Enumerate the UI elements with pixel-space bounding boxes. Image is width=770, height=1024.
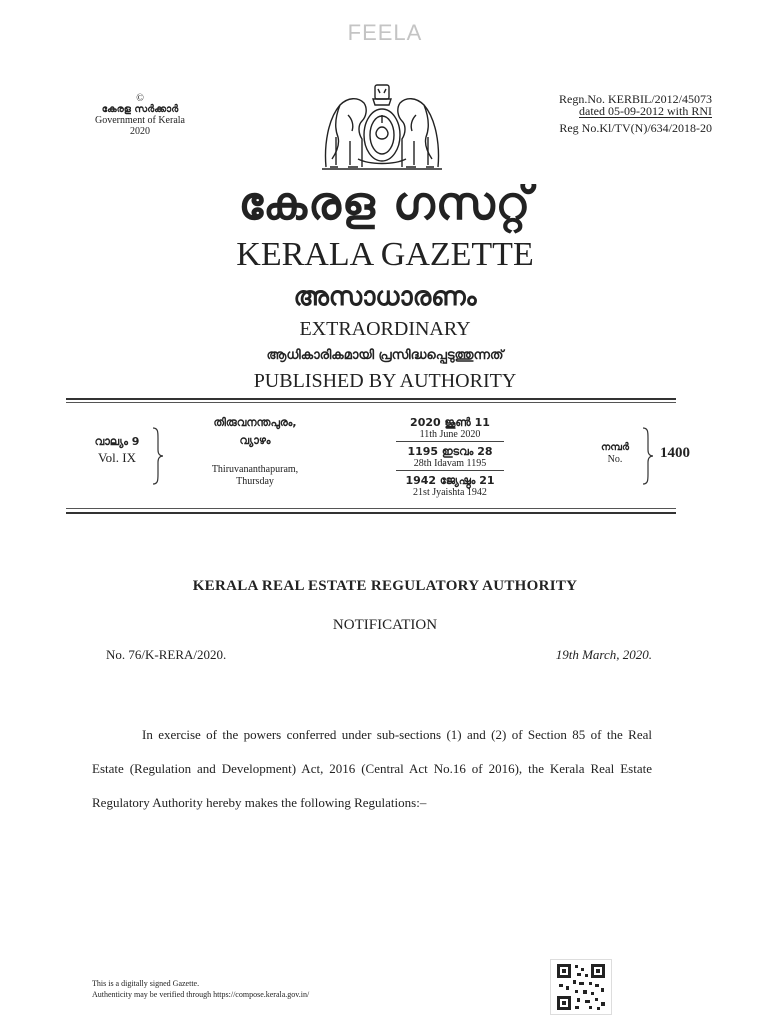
copyright-symbol: © xyxy=(136,93,144,104)
date-mal-gregorian: 2020 ജൂൺ 11 xyxy=(410,416,490,429)
dates-block xyxy=(396,416,504,502)
copyright-english: Government of Kerala xyxy=(95,115,185,126)
volume-english: Vol. IX xyxy=(97,450,137,465)
notification-heading: NOTIFICATION xyxy=(332,617,438,633)
published-by-authority: PUBLISHED BY AUTHORITY xyxy=(253,370,517,392)
right-brace-icon xyxy=(640,426,654,486)
regn-line-1: Regn.No. KERBIL/2012/45073 xyxy=(559,92,712,106)
day-english: Thursday xyxy=(236,476,274,487)
day-malayalam: വ്യാഴം xyxy=(239,434,271,447)
issue-number: 1400 xyxy=(660,445,690,461)
notification-date: 19th March, 2020. xyxy=(555,647,652,662)
notification-body xyxy=(92,718,652,820)
notification-number: No. 76/K-RERA/2020. xyxy=(106,647,227,662)
watermark: FEELA xyxy=(347,20,423,45)
copyright-malayalam: കേരള സർക്കാർ xyxy=(101,104,179,115)
place-english: Thiruvananthapuram, xyxy=(211,464,299,475)
footer-line-1: This is a digitally signed Gazette. xyxy=(92,979,200,988)
volume-block xyxy=(72,434,162,466)
top-rule xyxy=(66,398,676,400)
body-paragraph: In exercise of the powers conferred under sub-sections (1) and (2) of Section 85 of the Real Estate (Regulation and Development) Act, 2016 (Central Act No.16 of 2016), the Kerala Real Estate Regulatory Authority hereby makes the following Regulations:– xyxy=(92,727,652,810)
extraordinary-label: EXTRAORDINARY xyxy=(299,318,471,340)
registration-block xyxy=(480,93,712,134)
footer-note xyxy=(92,978,309,1000)
date-en-gregorian: 11th June 2020 xyxy=(396,429,504,442)
bottom-rule-thin xyxy=(66,508,676,509)
place-day-block xyxy=(190,414,320,488)
date-mal-saka: 1942 ജ്യേഷ്ഠം 21 xyxy=(405,474,495,487)
bottom-rule xyxy=(66,512,676,514)
number-label xyxy=(592,442,638,466)
left-brace-icon xyxy=(150,426,164,486)
issuing-authority: KERALA REAL ESTATE REGULATORY AUTHORITY xyxy=(192,578,578,594)
gazette-title: KERALA GAZETTE xyxy=(236,236,534,273)
place-malayalam: തിരുവനന്തപുരം, xyxy=(213,416,297,429)
top-rule-thin xyxy=(66,402,676,403)
number-english: No. xyxy=(607,454,623,465)
copyright-year: 2020 xyxy=(130,126,150,137)
number-malayalam: നമ്പർ xyxy=(601,442,629,453)
qr-code-icon[interactable] xyxy=(550,959,612,1015)
date-en-kollam: 28th Idavam 1195 xyxy=(396,458,504,471)
date-en-saka: 21st Jyaishta 1942 xyxy=(413,487,487,498)
regn-line-3: Reg No.Kl/TV(N)/634/2018-20 xyxy=(559,121,712,135)
published-by-authority-malayalam: ആധികാരികമായി പ്രസിദ്ധപ്പെടുത്തുന്നത് xyxy=(266,348,504,363)
gazette-title-malayalam: കേരള ഗസറ്റ് xyxy=(238,176,532,230)
regn-line-2: dated 05-09-2012 with RNI xyxy=(579,104,712,118)
kerala-emblem-icon xyxy=(318,75,446,177)
date-mal-kollam: 1195 ഇടവം 28 xyxy=(407,445,493,458)
extraordinary-malayalam: അസാധാരണം xyxy=(293,282,477,312)
volume-malayalam: വാല്യം 9 xyxy=(94,435,140,448)
footer-line-2: Authenticity may be verified through https://compose.kerala.gov.in/ xyxy=(92,990,310,999)
copyright-block xyxy=(70,93,210,137)
